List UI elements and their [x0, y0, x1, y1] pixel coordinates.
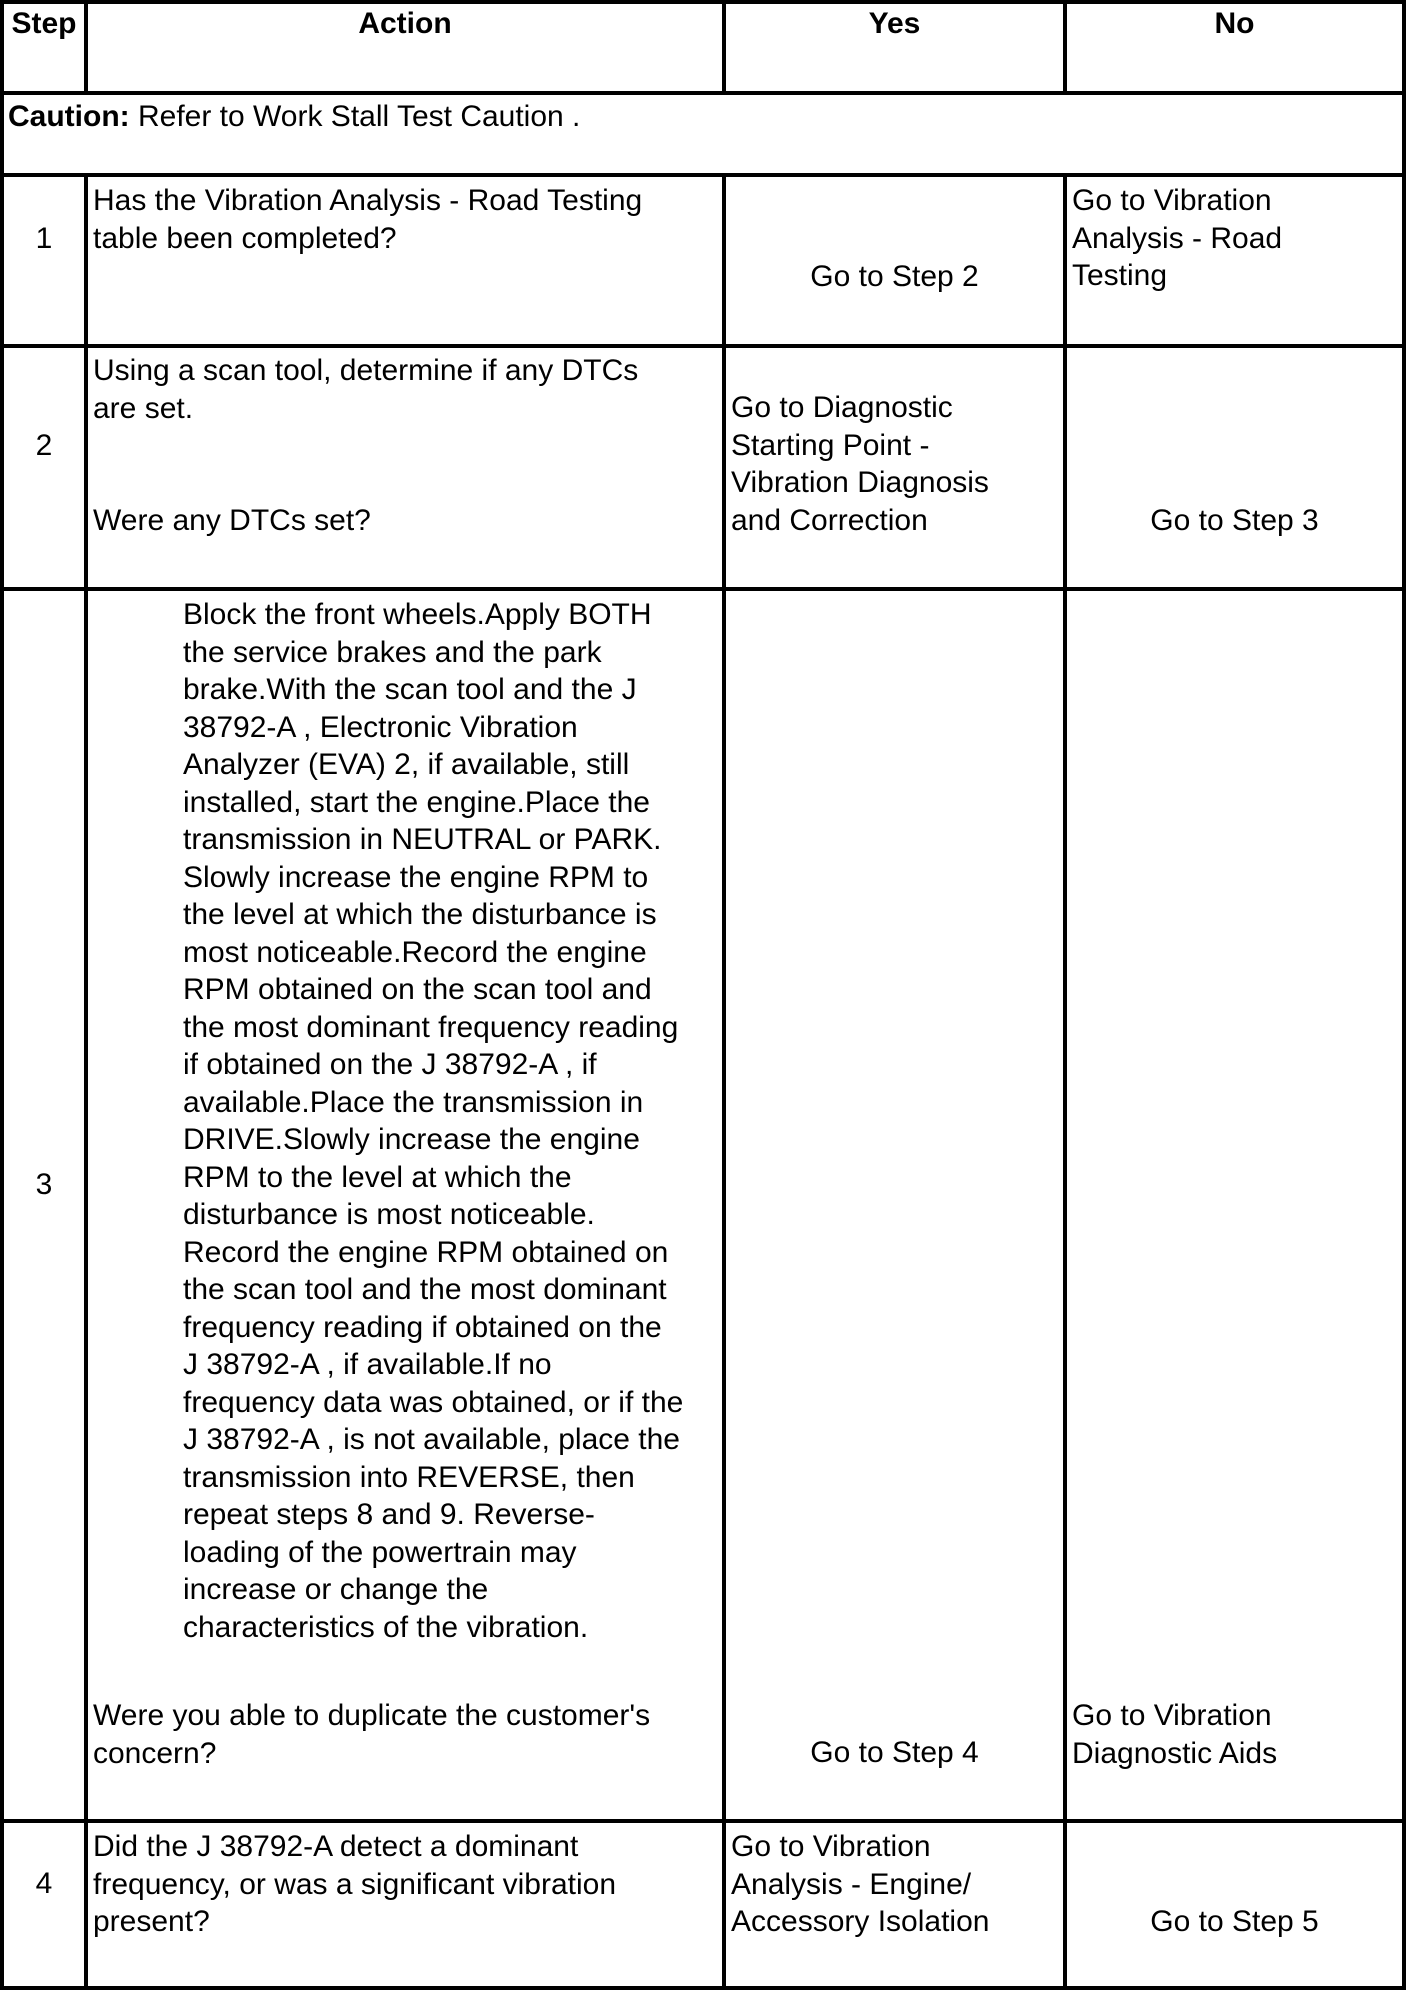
- action-text: Using a scan tool, determine if any DTCs are set.: [93, 354, 639, 425]
- step-number: 1: [35, 222, 53, 255]
- yes-result: Go to Vibration Analysis - Engine/ Accessory Isolation: [731, 1830, 990, 1938]
- action-procedure: Block the front wheels.Apply BOTH the service brakes and the park brake.With the scan tool and the J 38792-A , Electronic Vibration Analyzer (EVA) 2, if available, still installed, start the engine.Place the transmission in NEUTRAL or PARK. Slowly increase the engine RPM to the level at which the disturbance is most noticeable.Record the engine RPM obtained on the scan tool and the most dominant frequency reading if obtained on the J 38792-A , if available.Place the transmission in DRIVE.Slowly increase the engine RPM to the level at which the disturbance is most noticeable. Record the engine RPM obtained on the scan tool and the most dominant frequency reading if obtained on the J 38792-A , if available.If no frequency data was obtained, or if the J 38792-A , is not available, place the transmission into REVERSE, then repeat steps 8 and 9. Reverse- loading of the powertrain may increase or change the characteristics of the vibration.: [183, 598, 684, 1644]
- header-no: No: [1214, 7, 1255, 40]
- header-action: Action: [358, 7, 452, 40]
- grid-line: [0, 91, 1406, 95]
- step-number: 2: [35, 429, 53, 462]
- grid-line: [84, 173, 88, 1990]
- no-result: Go to Vibration Diagnostic Aids: [1072, 1699, 1278, 1770]
- grid-line: [1402, 0, 1406, 1990]
- grid-line: [0, 344, 1406, 348]
- action-question: Were you able to duplicate the customer's concern?: [93, 1699, 651, 1770]
- step-number: 4: [35, 1867, 53, 1900]
- no-result: Go to Step 5: [1150, 1905, 1319, 1938]
- header-yes: Yes: [868, 7, 921, 40]
- action-text: Has the Vibration Analysis - Road Testing table been completed?: [93, 184, 643, 255]
- grid-line: [0, 587, 1406, 591]
- caution-note: [8, 98, 1398, 136]
- grid-line: [0, 1986, 1406, 1990]
- action-text: Did the J 38792-A detect a dominant frequency, or was a significant vibration present?: [93, 1830, 617, 1938]
- step-number: 3: [35, 1168, 53, 1201]
- yes-result: Go to Step 4: [810, 1736, 979, 1769]
- action-question: Were any DTCs set?: [93, 504, 371, 537]
- caution-label: Caution:: [8, 100, 130, 133]
- grid-line: [0, 0, 4, 1990]
- grid-line: [0, 173, 1406, 177]
- no-result: Go to Vibration Analysis - Road Testing: [1072, 184, 1283, 292]
- caution-text: Refer to Work Stall Test Caution .: [129, 100, 581, 133]
- yes-result: Go to Step 2: [810, 260, 979, 293]
- grid-line: [1063, 173, 1067, 1990]
- no-result: Go to Step 3: [1150, 504, 1319, 537]
- yes-result: Go to Diagnostic Starting Point - Vibration Diagnosis and Correction: [731, 391, 989, 537]
- grid-line: [722, 173, 726, 1990]
- grid-line: [0, 0, 1406, 4]
- header-step: Step: [11, 7, 77, 40]
- grid-line: [0, 1819, 1406, 1823]
